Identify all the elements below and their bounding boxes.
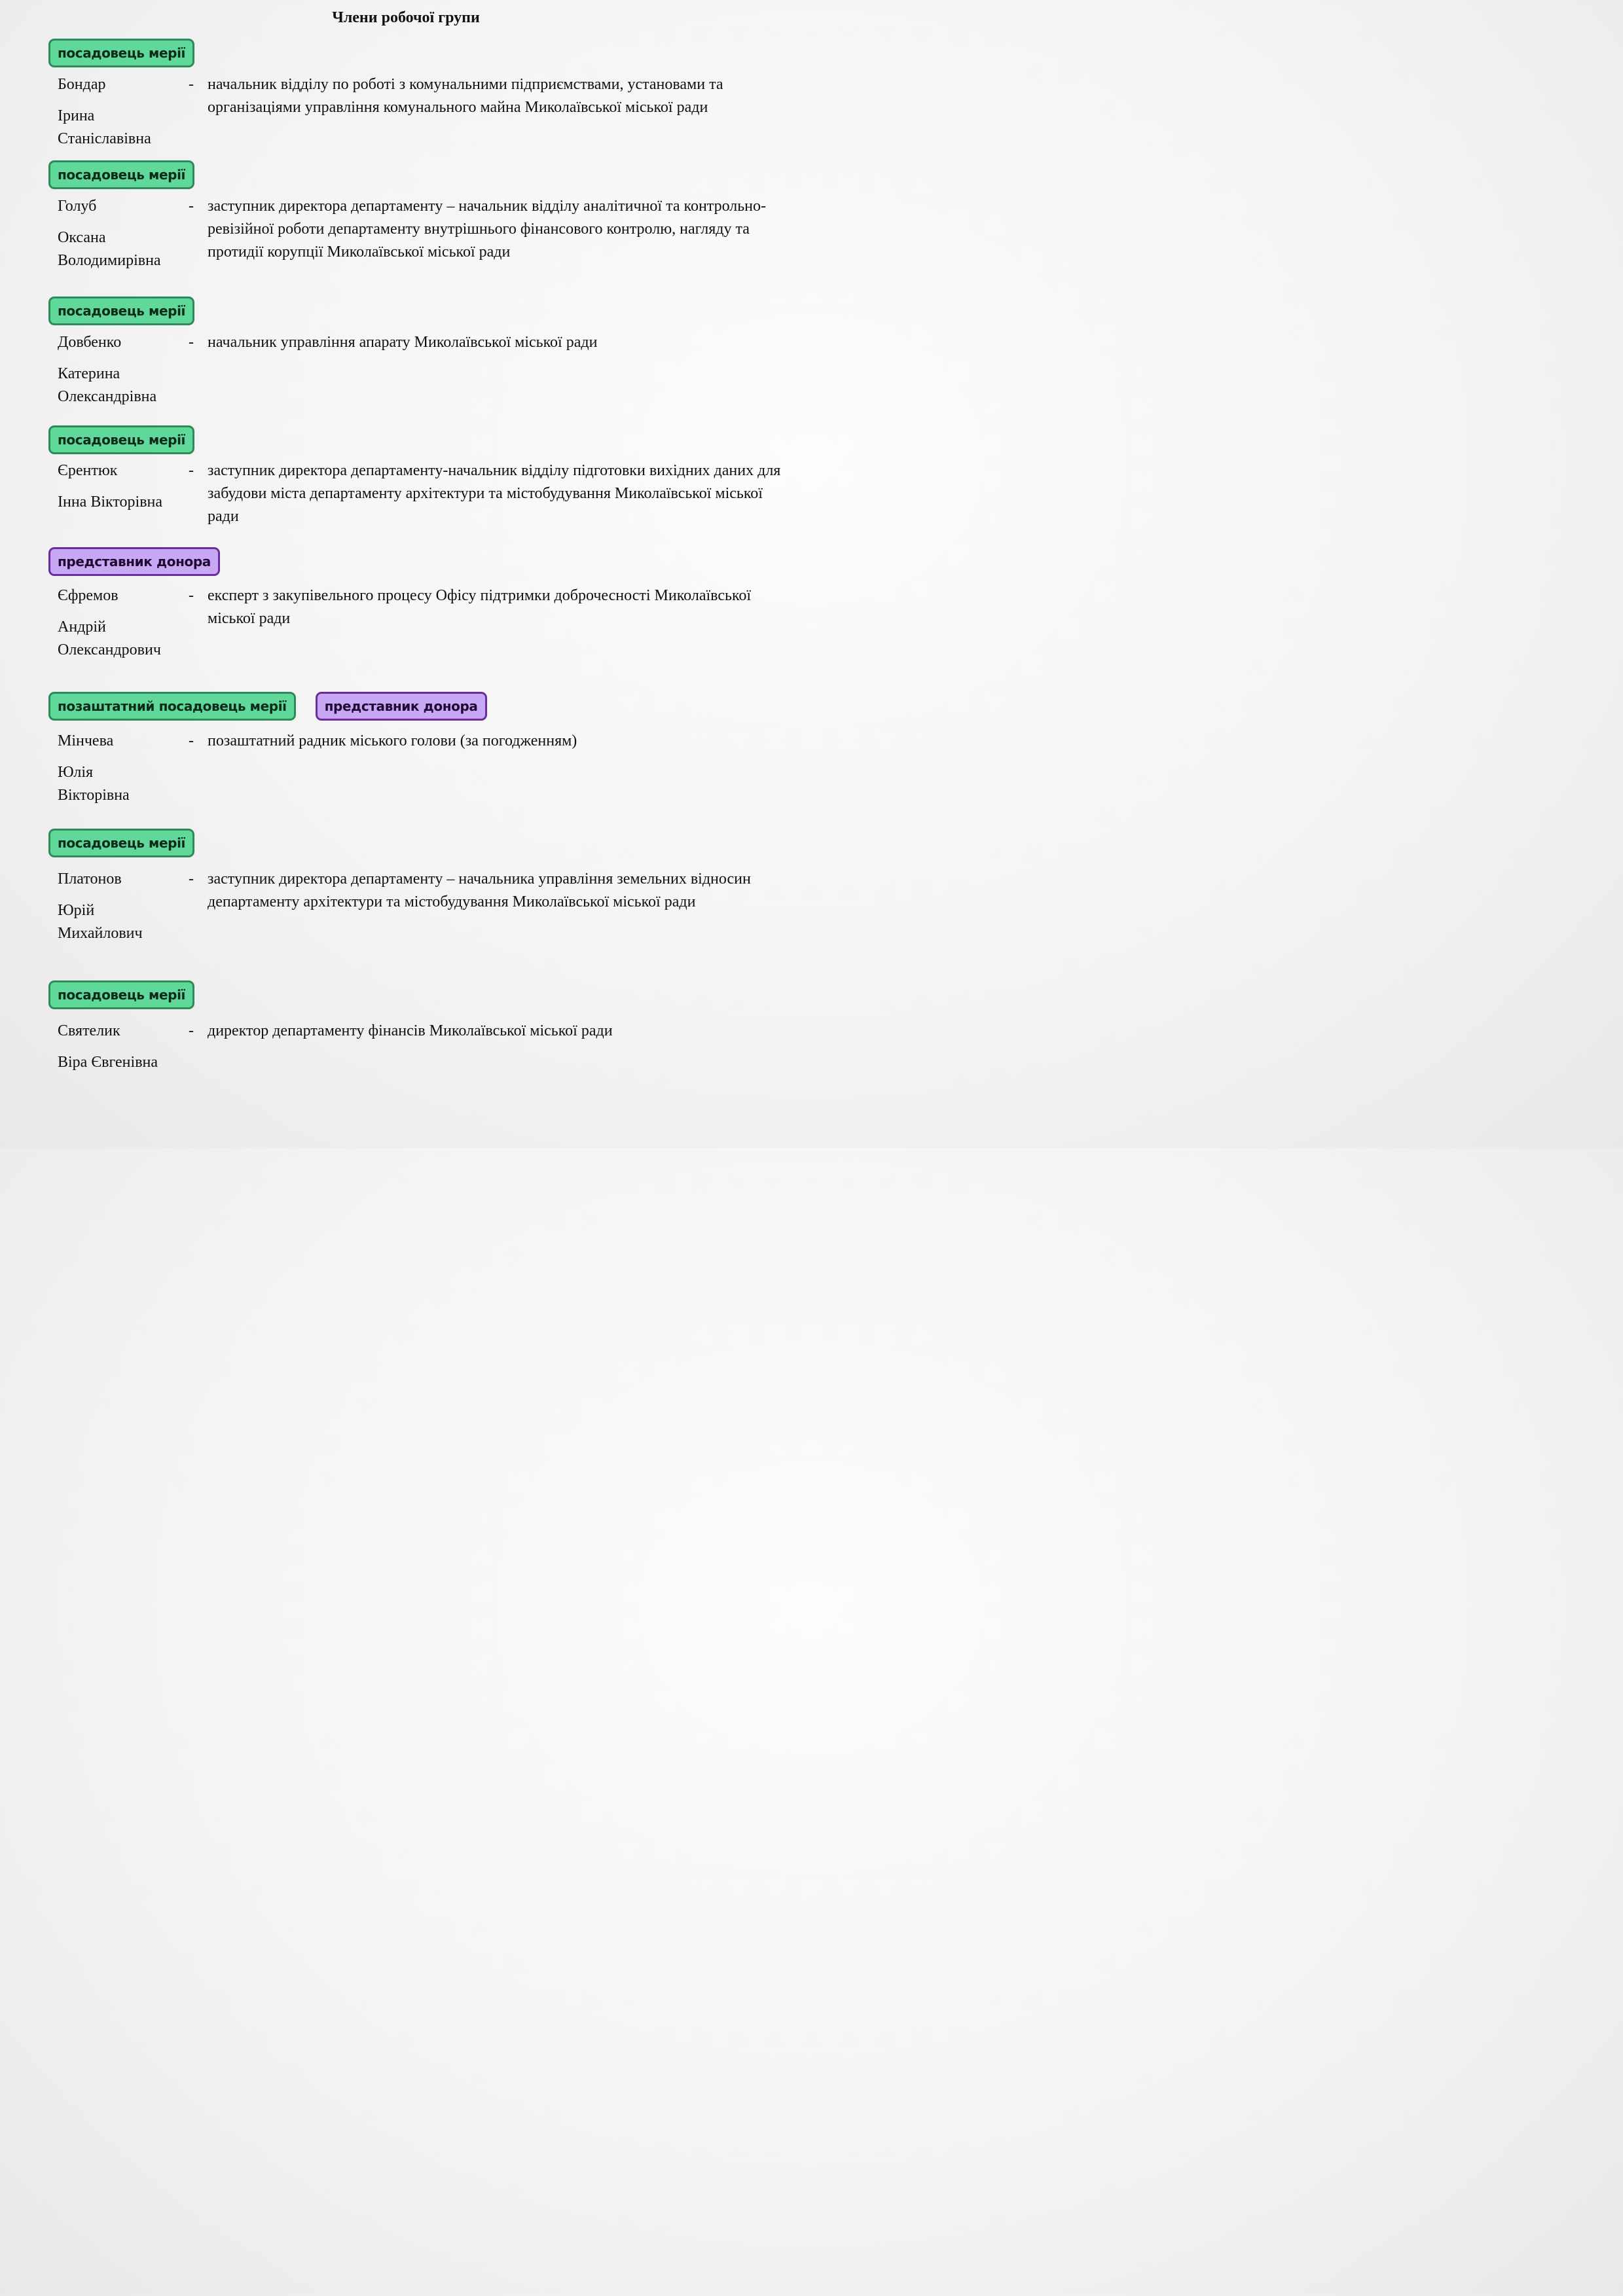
member-name: Голуб Оксана Володимирівна (58, 198, 161, 269)
member-name: Мінчева Юлія Вікторівна (58, 732, 130, 804)
separator-dash: - (189, 587, 194, 604)
separator-dash: - (189, 462, 194, 479)
role-badge: посадовець мерії (48, 829, 194, 857)
member-entry (48, 296, 782, 405)
member-entry (48, 829, 782, 942)
member-entry (48, 39, 782, 147)
role-badge: посадовець мерії (48, 160, 194, 189)
separator-dash: - (189, 76, 194, 93)
member-name: Бондар Ірина Станіславівна (58, 76, 151, 147)
role-badge: посадовець мерії (48, 980, 194, 1009)
separator-dash: - (189, 1022, 194, 1039)
member-entry (48, 547, 782, 658)
member-position: начальник відділу по роботі з комунальними підприємствами, установами та організаціями управління комунального майна Миколаївської міської ради (208, 76, 723, 116)
member-position: директор департаменту фінансів Миколаївської міської ради (208, 1022, 613, 1039)
member-position: експерт з закупівельного процесу Офісу підтримки доброчесності Миколаївської міської ради (208, 587, 752, 627)
member-entry (48, 980, 782, 1071)
member-name: Платонов Юрій Михайлович (58, 870, 143, 942)
separator-dash: - (189, 334, 194, 351)
member-position: заступник директора департаменту – начальник відділу аналітичної та контрольно-ревізійної роботи департаменту внутрішнього фінансового контролю, нагляду та протидії корупції Миколаївської міської ради (208, 198, 767, 260)
member-position: заступник директора департаменту-начальник відділу підготовки вихідних даних для забудови міста департаменту архітектури та містобудування Миколаївської міської ради (208, 462, 781, 525)
member-position: позаштатний радник міського голови (за погодженням) (208, 732, 577, 749)
role-badge: представник донора (48, 547, 220, 576)
role-badge: посадовець мерії (48, 296, 194, 325)
role-badge: представник донора (316, 692, 487, 721)
separator-dash: - (189, 732, 194, 749)
member-name: Єфремов Андрій Олександрович (58, 587, 161, 658)
member-name: Святелик Віра Євгенівна (58, 1022, 158, 1071)
separator-dash: - (189, 870, 194, 888)
member-position: начальник управління апарату Миколаївської міської ради (208, 334, 598, 351)
member-entry (48, 160, 782, 269)
role-badge: посадовець мерії (48, 39, 194, 67)
member-name: Єрентюк Інна Вікторівна (58, 462, 163, 511)
member-name: Довбенко Катерина Олександрівна (58, 334, 157, 405)
member-entry (48, 425, 782, 525)
member-entry (48, 692, 782, 804)
member-position: заступник директора департаменту – начальника управління земельних відносин департаменту архітектури та містобудування Миколаївської міської ради (208, 870, 751, 910)
role-badge: посадовець мерії (48, 425, 194, 454)
separator-dash: - (189, 198, 194, 215)
page-title: Члени робочої групи (332, 9, 480, 26)
role-badge: позаштатний посадовець мерії (48, 692, 296, 721)
